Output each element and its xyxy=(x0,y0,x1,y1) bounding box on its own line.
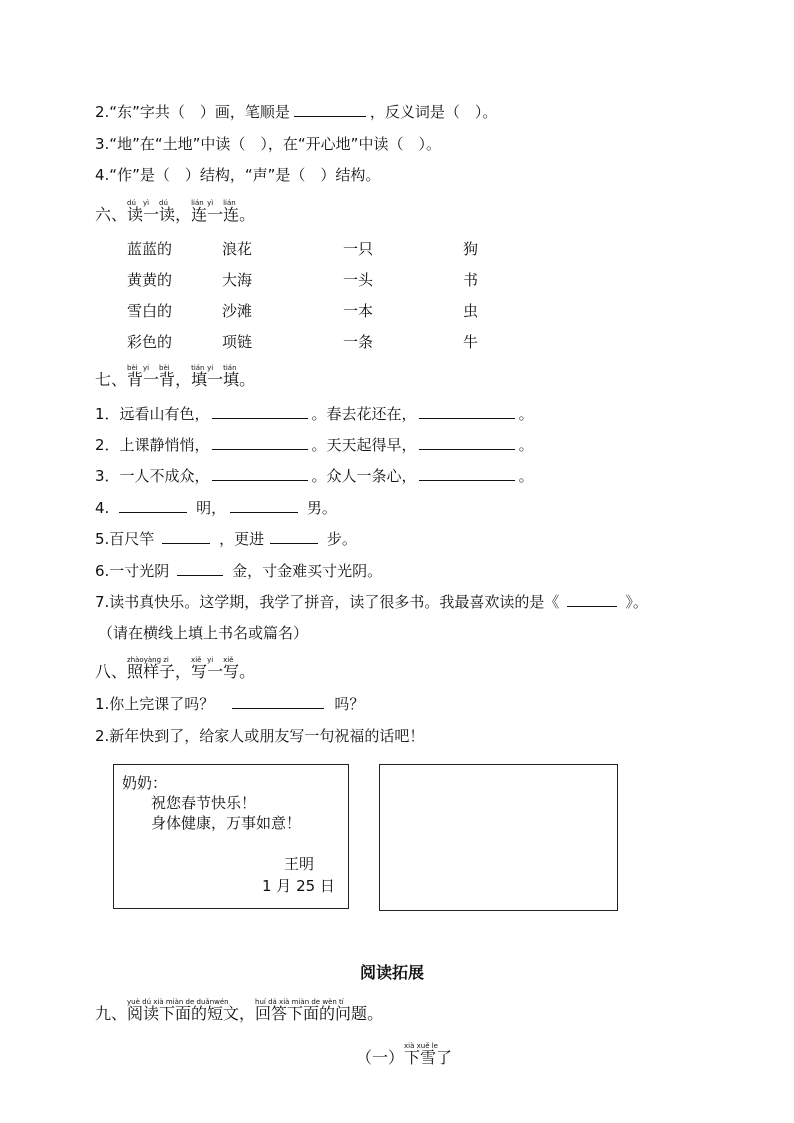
answer-blank[interactable] xyxy=(177,561,223,576)
card-line-1: 祝您春节快乐！ xyxy=(151,794,257,812)
answer-blank[interactable] xyxy=(162,529,210,544)
question-5-4: 4.“作”是（ ）结构，“声”是（ ）结构。 xyxy=(95,166,381,184)
question-5-3: 3.“地”在“土地”中读（ ），在“开心地”中读（ ）。 xyxy=(95,135,441,153)
match-measure[interactable]: 一头 xyxy=(343,271,374,289)
answer-blank[interactable] xyxy=(212,435,308,450)
answer-blank[interactable] xyxy=(294,102,366,117)
answer-card-box[interactable] xyxy=(379,764,618,911)
answer-blank[interactable] xyxy=(119,498,187,513)
answer-blank[interactable] xyxy=(419,404,515,419)
section-7-heading: 七、 bèi 背 yi 一 bèi 背， tián 填 yi 一 tián 填。 xyxy=(95,364,256,389)
answer-blank[interactable] xyxy=(270,529,318,544)
passage-title: （一） xià xuě le 下雪了 xyxy=(356,1042,453,1067)
question-7-2: 2．上课静悄悄， 。天天起得早， 。 xyxy=(95,436,534,454)
question-7-6: 6.一寸光阴 金，寸金难买寸光阴。 xyxy=(95,562,383,580)
answer-blank[interactable] xyxy=(419,466,515,481)
match-adjective[interactable]: 雪白的 xyxy=(127,302,173,320)
match-object[interactable]: 狗 xyxy=(463,240,479,258)
match-measure[interactable]: 一条 xyxy=(343,333,374,351)
match-noun[interactable]: 大海 xyxy=(222,271,253,289)
section-8-heading: 八、 zhàoyàng zi 照样子， xiě 写 yi 一 xiě 写。 xyxy=(95,656,256,681)
card-signature: 王明 xyxy=(284,855,315,873)
match-noun[interactable]: 沙滩 xyxy=(222,302,253,320)
match-object[interactable]: 书 xyxy=(463,271,479,289)
match-adjective[interactable]: 蓝蓝的 xyxy=(127,240,173,258)
match-adjective[interactable]: 黄黄的 xyxy=(127,271,173,289)
match-noun[interactable]: 项链 xyxy=(222,333,253,351)
answer-blank[interactable] xyxy=(419,435,515,450)
reading-title: 阅读拓展 xyxy=(360,963,425,982)
match-object[interactable]: 虫 xyxy=(463,302,479,320)
card-greeting: 奶奶： xyxy=(122,774,168,792)
match-adjective[interactable]: 彩色的 xyxy=(127,333,173,351)
answer-blank[interactable] xyxy=(567,592,617,607)
match-measure[interactable]: 一本 xyxy=(343,302,374,320)
question-7-4: 4. 明， 男。 xyxy=(95,499,337,517)
question-8-2: 2.新年快到了，给家人或朋友写一句祝福的话吧！ xyxy=(95,727,425,745)
question-7-5: 5.百尺竿 ，更进 步。 xyxy=(95,530,357,548)
match-measure[interactable]: 一只 xyxy=(343,240,374,258)
answer-blank[interactable] xyxy=(212,466,308,481)
card-line-2: 身体健康，万事如意！ xyxy=(151,814,302,832)
answer-blank[interactable] xyxy=(230,498,298,513)
question-7-1: 1．远看山有色， 。春去花还在， 。 xyxy=(95,405,534,423)
question-7-3: 3．一人不成众， 。众人一条心， 。 xyxy=(95,467,534,485)
answer-blank[interactable] xyxy=(212,404,308,419)
match-object[interactable]: 牛 xyxy=(463,333,479,351)
question-7-note: （请在横线上填上书名或篇名） xyxy=(98,624,309,642)
answer-blank[interactable] xyxy=(232,694,324,709)
section-9-heading: 九、 yuè dú xià miàn de duǎnwén 阅读下面的短文， huí dá xià miàn de wèn tí 回答下面的问题。 xyxy=(95,998,384,1023)
question-5-2: 2.“东”字共（ ）画，笔顺是 ，反义词是（ ）。 xyxy=(95,103,498,121)
section-6-heading: 六、 dú 读 yì 一 dú 读， lián 连 yì 一 lián 连。 xyxy=(95,199,256,224)
match-noun[interactable]: 浪花 xyxy=(222,240,253,258)
question-8-1: 1.你上完课了吗？ 吗？ xyxy=(95,695,365,713)
question-7-7: 7.读书真快乐。这学期，我学了拼音，读了很多书。我最喜欢读的是《 》。 xyxy=(95,593,648,611)
card-date: 1 月 25 日 xyxy=(262,877,335,895)
